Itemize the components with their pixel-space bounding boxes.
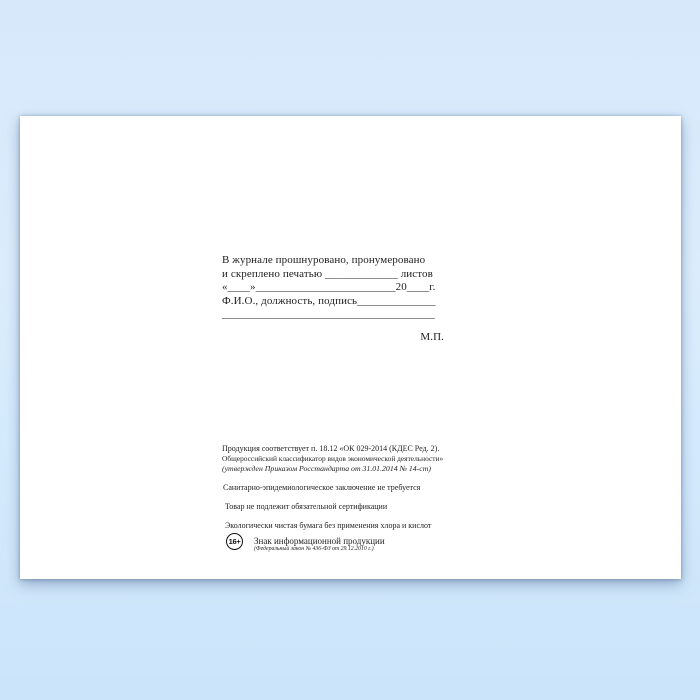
certify-line-2: и скреплено печатью _____________ листов <box>222 267 433 280</box>
certify-line-3: «____»_________________________20____г. <box>222 281 436 294</box>
journal-back-page <box>20 116 681 579</box>
age-mark-law-reference: (Федеральный закон № 436-ФЗ от 29.12.2010 г.) <box>254 546 374 552</box>
stamp-place-label: М.П. <box>420 330 444 343</box>
age-rating-16plus-icon: 16+ <box>226 533 243 550</box>
age-mark-title: Знак информационной продукции <box>254 536 385 546</box>
eco-paper-note: Экологически чистая бумага без применения хлора и кислот <box>225 521 432 530</box>
age-rating-block <box>226 533 385 553</box>
compliance-line-3: (утвержден Приказом Росстандарта от 31.01.2014 № 14-ст) <box>222 464 431 473</box>
compliance-line-2: Общероссийский классификатор видов экономической деятельности» <box>222 454 444 463</box>
age-rating-text <box>254 533 385 553</box>
certify-line-4: Ф.И.О., должность, подпись______________ <box>222 294 436 307</box>
compliance-block <box>222 444 452 474</box>
certification-block <box>222 254 454 345</box>
sanitary-note: Санитарно-эпидемиологическое заключение не требуется <box>223 483 421 492</box>
certify-line-1: В журнале прошнуровано, пронумеровано <box>222 254 426 266</box>
certify-line-5: ______________________________________ <box>222 308 435 321</box>
compliance-line-1: Продукция соответствует п. 18.12 «ОК 029-2014 (КДЕС Ред. 2). <box>222 444 440 453</box>
certification-note: Товар не подлежит обязательной сертификации <box>225 502 388 511</box>
